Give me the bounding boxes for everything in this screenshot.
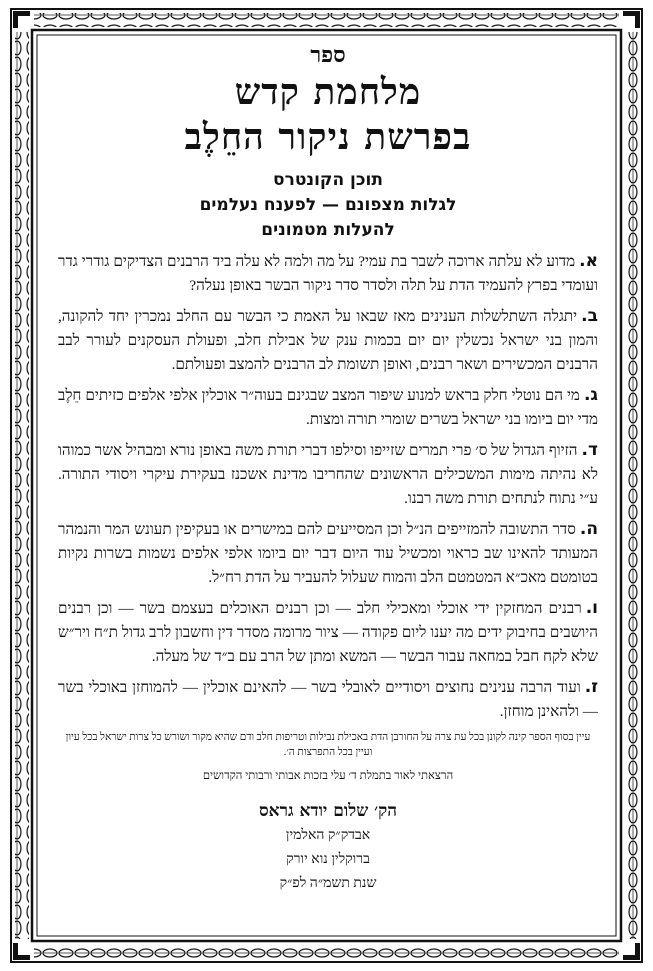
paragraph-bet: [58, 304, 598, 377]
paragraph-marker: ב.: [581, 306, 598, 326]
paragraph-text: הזיוף הגדול של ס׳ פרי תמרים שזייפו וסילפו דברי תורת משה באופן נורא ומבהיל אשר כמוהו לא נהיתה מימות המשכילים הראשונים שהחריבו מדינת אשכנז בעקירת עיקרי ויסודי התורה. ע״י נתוח לנתחים תורת משה רבנו.: [58, 442, 598, 507]
paragraph-marker: א.: [579, 251, 598, 271]
paragraph-marker: ה.: [579, 519, 598, 539]
paragraph-text: רבנים המחזקין ידי אוכלי ומאכילי חלב — וכן רבנים האוכלים בעצמם בשר — וכן רבנים היושבים בחיבוק ידים מה יענו ליום פקודה — ציור מרומה מסדר דין וחשבון לרב גדול ת״ח ויר״ש שלא לקח חבל במחאה עבור הבשר — המשא ומתן של הרב עם ב״ד של מעלה.: [58, 600, 598, 665]
contents-list: [58, 249, 598, 724]
paragraph-gimel: [58, 383, 598, 432]
paragraph-text: יתגלה השתלשלות הענינים מאז שבאו על האמת כי הבשר עם החלב נמכרין יחד להקונה, והמון בני ישראל נכשלין יום יום בכמות ענק של אבילת חלב, ופעולת העסקנים לעורר לבב הרבנים המכשירים ושאר רבנים, ואופן תשומת לב הרבנים להמצב ופעולתם.: [58, 308, 598, 373]
author-title: אבדק״ק האלמין: [285, 828, 371, 843]
paragraph-marker: ו.: [585, 598, 598, 618]
location: ברוקלין נוא יורק: [286, 852, 370, 867]
contents-heading: תוכן הקונטרס: [273, 170, 383, 190]
tagline-2: להעלות מטמונים: [261, 220, 395, 240]
paragraph-text: מי הם נוטלי חלק בראש למנוע שיפור המצב שבגינם בעוה״ר אוכלין אלפי אלפים כזיתים חֵלֶב מדי יום ביומו בני ישראל בשרים שומרי תורה ומצות.: [58, 387, 598, 428]
paragraph-text: מדוע לא עלתה ארוכה לשבר בת עמי? על מה ולמה לא עלה ביד הרבנים הצדיקים גודרי גדר ועומדי בפרץ להעמיד הדת על תלה ולסדר סדר ניקור הבשר באופן נעלה?: [58, 253, 598, 294]
paragraph-dalet: [58, 438, 598, 511]
tagline-1: לגלות מצפונם — לפענח נעלמים: [199, 195, 457, 215]
author-name: הק׳ שלום יודא גראס: [259, 801, 397, 821]
paragraph-marker: ד.: [581, 440, 598, 460]
title-page: [58, 40, 598, 930]
paragraph-text: סדר התשובה להמזייפים הנ״ל וכן המסייעים להם במישרים או בעקיפין תעונש המר והנמהר המעותד להאינו שב כראוי ומכשיל עוד היום דבר יום ביומו אלפי אלפים נשמות בשרות נקיות בטומטם מאכ״א המטמטם הלב והמוח שעלול להעביר על הדת רח״ל.: [58, 521, 598, 586]
paragraph-vav: [58, 596, 598, 669]
footnote: עיין בסוף הספר קינה לקונן בכל עת צרה על החורבן הדת באכילת נבילות וטריפות חלב ודם שהיא מקור ושורש כל צרות ישראל בכל עיון ועיין בכל התפרצות ה׳.: [65, 732, 591, 758]
paragraph-marker: ז.: [584, 677, 598, 697]
paragraph-alef: [58, 249, 598, 298]
paragraph-zayin: [58, 675, 598, 724]
publication-year: שנת תשמ״ה לפ״ק: [279, 876, 377, 891]
book-title-line2: בפרשת ניקור החֵלֶב: [184, 116, 472, 158]
sefer-label: ספר: [310, 42, 346, 68]
paragraph-he: [58, 517, 598, 590]
book-title-line1: מלחמת קדש: [234, 71, 422, 113]
publication-note: הרצאתי לאור בתמלת ד׳ עלי בזכות אבותי ורבותי הקדושים: [202, 770, 454, 782]
paragraph-marker: ג.: [583, 385, 598, 405]
paragraph-text: ועוד הרבה ענינים נחוצים ויסודיים לאובלי בשר — להאינם אוכלין — להמוחזן באוכלי בשר — ולהאינן מוחזן.: [58, 679, 598, 720]
